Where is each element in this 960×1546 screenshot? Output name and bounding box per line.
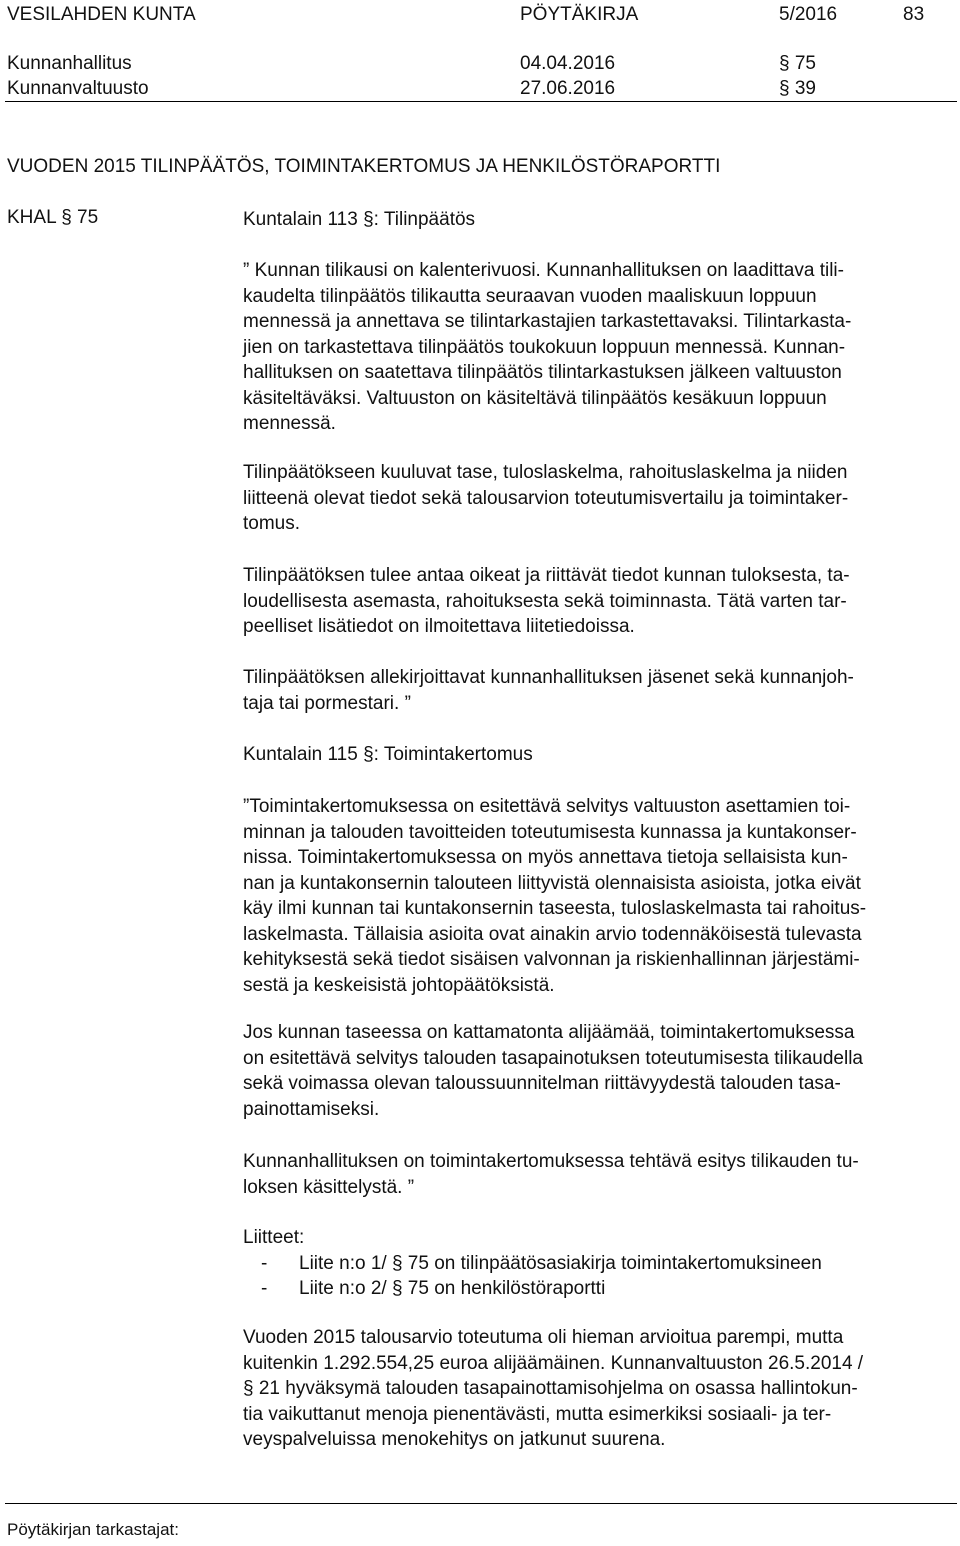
doc-number: 5/2016 xyxy=(779,4,838,25)
text-line: Tilinpäätökseen kuuluvat tase, tuloslaskelma, rahoituslaskelma ja niiden xyxy=(243,462,848,483)
paragraph xyxy=(243,665,948,716)
attachment-dash: - xyxy=(261,1278,268,1299)
text-line: veyspalveluissa menokehitys on jatkunut suurena. xyxy=(243,1429,666,1450)
text-line: kuitenkin 1.292.554,25 euroa alijäämäinen. Kunnanvaltuuston 26.5.2014 / xyxy=(243,1352,864,1374)
text-line: Jos kunnan taseessa on kattamatonta alijäämää, toimintakertomuksessa xyxy=(243,1022,855,1043)
header-body-2: Kunnanvaltuusto xyxy=(7,78,149,99)
attachment-dash: - xyxy=(261,1252,268,1274)
attachment-text: Liite n:o 1/ § 75 on tilinpäätösasiakirja toimintakertomuksineen xyxy=(299,1252,822,1274)
paragraph xyxy=(243,207,948,233)
text-line: mennessä ja annettava se tilintarkastajien tarkastettavaksi. Tilintarkasta- xyxy=(243,311,852,332)
text-line: tia vaikuttanut menoja pienentävästi, mutta esimerkiksi sosiaali- ja ter- xyxy=(243,1403,832,1425)
text-line: ” Kunnan tilikausi on kalenterivuosi. Kunnanhallituksen on laadittava tili- xyxy=(243,260,844,281)
text-line: peelliset lisätiedot on ilmoitettava liitetiedoissa. xyxy=(243,616,635,637)
text-line: käsiteltäväksi. Valtuuston on käsiteltävä tilinpäätös kesäkuun loppuun xyxy=(243,387,827,409)
header-divider xyxy=(5,101,957,102)
paragraph xyxy=(243,460,948,537)
page-number: 83 xyxy=(903,4,925,25)
text-line: Tilinpäätöksen allekirjoittavat kunnanhallituksen jäsenet sekä kunnanjoh- xyxy=(243,667,854,688)
header-date-1: 04.04.2016 xyxy=(520,53,616,74)
text-line: hallituksen on saatettava tilinpäätös tilintarkastuksen jälkeen valtuuston xyxy=(243,362,842,383)
closing-paragraph xyxy=(243,1325,948,1453)
text-line: kaudelta tilinpäätös tilikautta seuraavan vuoden maaliskuun loppuun xyxy=(243,285,817,307)
text-line: käy ilmi kunnan tai kuntakonsernin taseesta, tuloslaskelmasta tai rahoitus- xyxy=(243,898,867,919)
doc-type: PÖYTÄKIRJA xyxy=(520,4,639,25)
paragraph xyxy=(243,1149,948,1200)
attachments-label: Liitteet: xyxy=(243,1227,305,1248)
text-line: laskelmasta. Tällaisia asioita ovat ainakin arvio todennäköisestä tulevasta xyxy=(243,923,862,945)
paragraph xyxy=(243,1020,948,1122)
attachment-item-2 xyxy=(243,1276,822,1302)
header-section-2: § 39 xyxy=(779,78,816,99)
paragraph xyxy=(243,563,948,640)
text-line: Kuntalain 113 §: Tilinpäätös xyxy=(243,209,476,230)
text-line: § 21 hyväksymä talouden tasapainottamisohjelma on osassa hallintokun- xyxy=(243,1378,858,1399)
text-line: painottamiseksi. xyxy=(243,1098,380,1120)
attachments xyxy=(243,1225,822,1302)
text-line: nissa. Toimintakertomuksessa on myös annettava tietoja sellaisista kun- xyxy=(243,847,848,868)
text-line: Vuoden 2015 talousarvio toteutuma oli hieman arvioitua parempi, mutta xyxy=(243,1327,844,1348)
text-line: taja tai pormestari. ” xyxy=(243,692,411,714)
org-name: VESILAHDEN KUNTA xyxy=(7,4,196,25)
header-date-2: 27.06.2016 xyxy=(520,78,616,99)
text-line: Kunnanhallituksen on toimintakertomuksessa tehtävä esitys tilikauden tu- xyxy=(243,1151,859,1172)
text-line: on esitettävä selvitys talouden tasapainotuksen toteutumisesta tilikaudella xyxy=(243,1047,863,1069)
text-line: ”Toimintakertomuksessa on esitettävä selvitys valtuuston asettamien toi- xyxy=(243,796,851,817)
text-line: minnan ja talouden tavoitteiden toteutumisesta kunnassa ja kuntakonser- xyxy=(243,821,857,843)
document-title: VUODEN 2015 TILINPÄÄTÖS, TOIMINTAKERTOMUS JA HENKILÖSTÖRAPORTTI xyxy=(7,156,721,177)
footer-label: Pöytäkirjan tarkastajat: xyxy=(7,1520,179,1539)
text-line: sekä voimassa olevan taloussuunnitelman riittävyydestä talouden tasa- xyxy=(243,1073,841,1094)
text-line: Tilinpäätöksen tulee antaa oikeat ja riittävät tiedot kunnan tuloksesta, ta- xyxy=(243,565,850,586)
paragraph xyxy=(243,794,948,998)
text-line: tomus. xyxy=(243,513,301,534)
text-line: loudellisesta asemasta, rahoituksesta sekä toiminnasta. Tätä varten tar- xyxy=(243,590,847,612)
header-body-1: Kunnanhallitus xyxy=(7,53,132,74)
text-line: loksen käsittelystä. ” xyxy=(243,1176,415,1198)
khal-label: KHAL § 75 xyxy=(7,207,99,228)
footer-divider xyxy=(5,1503,957,1504)
text-line: Kuntalain 115 §: Toimintakertomus xyxy=(243,744,533,765)
attachment-text: Liite n:o 2/ § 75 on henkilöstöraportti xyxy=(299,1278,606,1299)
text-line: nan ja kuntakonsernin talouteen liittyvistä olennaisista asioista, jotka eivät xyxy=(243,872,861,894)
text-line: jien on tarkastettava tilinpäätös toukokuun loppuun mennessä. Kunnan- xyxy=(243,336,846,358)
attachment-item-1 xyxy=(243,1251,822,1277)
paragraph xyxy=(243,742,948,768)
text-line: sestä ja keskeisistä johtopäätöksistä. xyxy=(243,974,555,996)
header-section-1: § 75 xyxy=(779,53,816,74)
text-line: liitteenä olevat tiedot sekä talousarvion toteutumisvertailu ja toimintaker- xyxy=(243,487,849,509)
text-line: mennessä. xyxy=(243,413,336,434)
text-line: kehityksestä sekä tiedot sisäisen valvonnan ja riskienhallinnan järjestämi- xyxy=(243,949,860,970)
paragraph xyxy=(243,258,948,437)
